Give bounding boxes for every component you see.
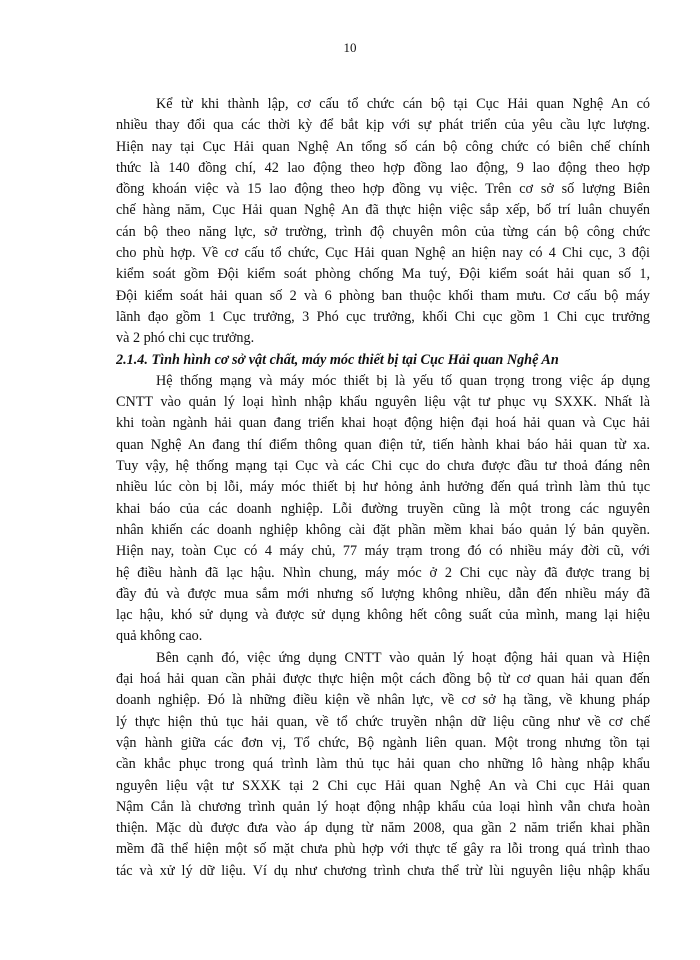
text-line: lãnh đạo gồm 1 Cục trưởng, 3 Phó cục trưởng, khối Chi cục gồm 1 Chi cục trưởng: [116, 308, 650, 325]
document-body: [116, 94, 650, 882]
text-line: hệ điều hành đã lạc hậu. Nhìn chung, máy móc ở 2 Chi cục này đã được trang bị: [116, 564, 650, 581]
text-line: đầy đủ và được mua sắm mới nhưng số lượng không nhiều, dẫn đến nhiều máy đã: [116, 585, 650, 602]
paragraph-infrastructure: [116, 371, 650, 648]
text-line: Hiện nay, toàn Cục có 4 máy chủ, 77 máy trạm trong đó có nhiều máy đời cũ, với: [116, 543, 650, 560]
text-line: đồng khoán việc và 15 lao động theo hợp đồng vụ việc. Trên cơ sở số lượng Biên: [116, 181, 650, 198]
text-line: nguyên liệu vật tư SXXK tại 2 Chi cục Hải quan Nghệ An và Chi cục Hải quan: [116, 777, 650, 794]
text-line: cần khắc phục trong quá trình làm thủ tục hải quan cho những lô hàng nhập khẩu: [116, 756, 650, 773]
section-heading: 2.1.4. Tình hình cơ sở vật chất, máy móc thiết bị tại Cục Hải quan Nghệ An: [116, 351, 559, 368]
text-line: vận hành giữa các đơn vị, Tổ chức, Bộ ngành liên quan. Một trong nhưng tồn tại: [116, 734, 650, 751]
text-line: khai báo của các doanh nghiệp. Lỗi đường truyền cũng là một trong các nguyên: [116, 500, 650, 517]
text-line: mềm đã thể hiện một số mặt chưa phù hợp với thực tế gây ra lỗi trong quá trình thao: [116, 841, 650, 858]
text-line: Bên cạnh đó, việc ứng dụng CNTT vào quản lý hoạt động hải quan và Hiện: [156, 649, 650, 666]
text-line: doanh nghiệp. Đó là những điều kiện về nhân lực, về cơ sở hạ tầng, về khung pháp: [116, 692, 650, 709]
text-line: quả không cao.: [116, 628, 203, 645]
text-line: thiện. Mặc dù được đưa vào áp dụng từ năm 2008, qua gần 2 năm triển khai phần: [116, 820, 650, 837]
text-line: Nậm Cắn là chương trình quản lý hoạt động nhập khẩu của loại hình vẫn chưa hoàn: [116, 798, 650, 815]
text-line: cho phù hợp. Về cơ cấu tổ chức, Cục Hải quan Nghệ an hiện nay có 4 Chi cục, 3 đội: [116, 245, 650, 262]
text-line: quan Nghệ An đang thí điểm thông quan điện tử, tiến hành khai báo hải quan từ xa.: [116, 436, 650, 453]
paragraph-it-application: [116, 648, 650, 882]
text-line: Đội kiểm soát hải quan số 2 và 6 phòng ban thuộc khối tham mưu. Cơ cấu bộ máy: [116, 287, 650, 304]
text-line: đại hoá hải quan cần phải được thực hiện một cách đồng bộ từ cơ quan hải quan đến: [116, 671, 650, 688]
text-line: thức là 140 đồng chí, 42 lao động theo hợp đồng lao động, 9 lao động theo hợp: [116, 159, 650, 176]
text-line: nhiều thay đổi qua các thời kỳ để bắt kịp với sự phát triển của yêu cầu lực lượng.: [116, 117, 650, 134]
text-line: khi toàn ngành hải quan đang triển khai hoạt động hiện đại hoá hải quan và Cục hải: [116, 415, 650, 432]
text-line: chế hàng năm, Cục Hải quan Nghệ An đã thực hiện việc sắp xếp, bố trí luân chuyển: [116, 202, 650, 219]
text-line: lý thực hiện thủ tục hải quan, về tổ chức truyền nhận dữ liệu cũng như về cơ chế: [116, 713, 650, 730]
text-line: Kể từ khi thành lập, cơ cấu tổ chức cán bộ tại Cục Hải quan Nghệ An có: [156, 96, 650, 112]
text-line: CNTT vào quản lý loại hình nhập khẩu nguyên liệu vật tư phục vụ SXXK. Nhất là: [116, 394, 650, 411]
page-number: 10: [343, 40, 357, 55]
text-line: lạc hậu, khó sử dụng và được sử dụng không hết công suất của mình, mang lại hiệu: [116, 607, 650, 624]
text-line: kiểm soát gồm Đội kiểm soát phòng chống Ma tuý, Đội kiểm soát hải quan số 1,: [116, 266, 650, 283]
text-line: nhân khiến các doanh nghiệp không cài đặt phần mềm khai báo quản lý bản quyền.: [116, 521, 650, 538]
text-line: Hiện nay tại Cục Hải quan Nghệ An tổng số cán bộ công chức có biên chế chính: [116, 138, 650, 155]
text-line: Hệ thống mạng và máy móc thiết bị là yếu tố quan trọng trong việc áp dụng: [156, 372, 650, 389]
text-line: Tuy vậy, hệ thống mạng tại Cục và các Chi cục do chưa được đầu tư thoả đáng nên: [116, 458, 650, 475]
text-line: cán bộ theo năng lực, sở trường, trình độ chuyên môn của từng cán bộ công chức: [116, 223, 650, 240]
text-line: và 2 phó chi cục trưởng.: [116, 330, 255, 347]
paragraph-staff-structure: [116, 94, 650, 350]
text-line: tác và xử lý dữ liệu. Ví dụ như chương trình chưa thể trừ lùi nguyên liệu nhập khẩu: [116, 862, 650, 879]
text-line: nhiều lúc còn bị lỗi, máy móc thiết bị hư hỏng ảnh hưởng đến quá trình làm thủ tục: [116, 479, 650, 496]
